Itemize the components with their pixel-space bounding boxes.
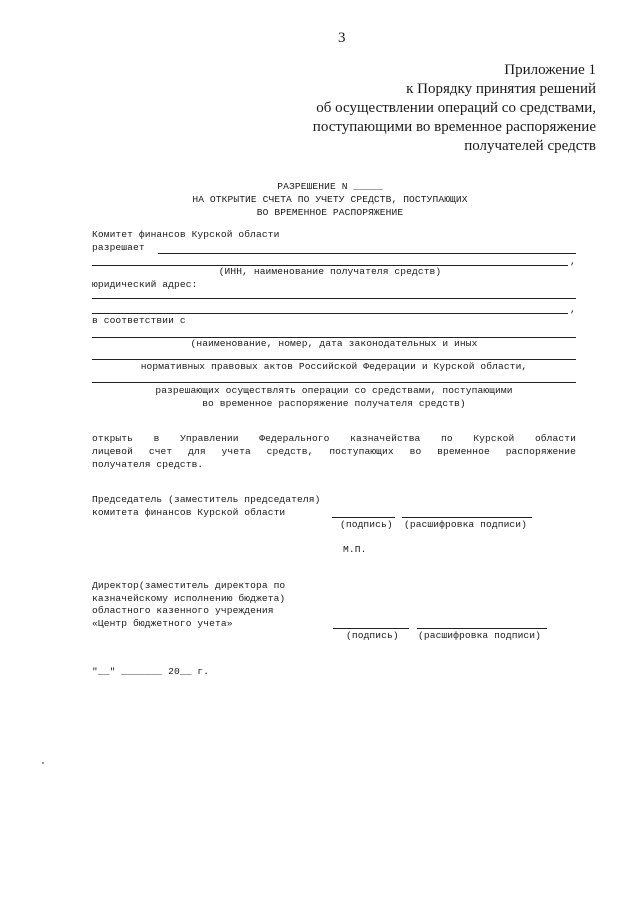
- appendix-line-5: получателей средств: [464, 138, 596, 154]
- appendix-header: [313, 61, 596, 156]
- chairman-line-1: Председатель (заместитель председателя): [92, 494, 321, 505]
- scan-speck: [42, 762, 44, 764]
- body-line-3: получателя средств.: [92, 459, 204, 470]
- acts-caption-1: (наименование, номер, дата законодательных и иных: [190, 338, 478, 349]
- chairman-decode-caption: (расшифровка подписи): [404, 519, 528, 530]
- director-line-3: областного казенного учреждения: [92, 605, 274, 616]
- director-sign-caption: (подпись): [346, 630, 399, 641]
- acts-caption-2: нормативных правовых актов Российской Федерации и Курской области,: [140, 361, 528, 372]
- date-line: "__" _______ 20__ г.: [92, 666, 210, 677]
- appendix-line-4: поступающими во временное распоряжение: [312, 119, 596, 135]
- comma-1: ,: [570, 256, 576, 267]
- chairman-sign-line: [332, 517, 395, 518]
- appendix-line-1: Приложение 1: [504, 62, 596, 78]
- director-decode-caption: (расшифровка подписи): [418, 630, 542, 641]
- acts-caption-3: разрешающих осуществлять операции со средствами, поступающими: [155, 385, 513, 396]
- title-line-3: ВО ВРЕМЕННОЕ РАСПОРЯЖЕНИЕ: [256, 207, 404, 218]
- chairman-line-2: комитета финансов Курской области: [92, 507, 286, 518]
- director-line-1: Директор(заместитель директора по: [92, 580, 286, 591]
- document-title: [150, 180, 510, 219]
- comma-2: ,: [570, 304, 576, 315]
- director-line-4: «Центр бюджетного учета»: [92, 618, 233, 629]
- director-decode-line: [417, 628, 547, 629]
- title-line-2: НА ОТКРЫТИЕ СЧЕТА ПО УЧЕТУ СРЕДСТВ, ПОСТУПАЮЩИХ: [192, 194, 468, 205]
- title-line-1: РАЗРЕШЕНИЕ N _____: [277, 181, 383, 192]
- address-line-2: [92, 313, 568, 314]
- body-line-2: лицевой счет для учета средств, поступающих во временное распоряжение: [92, 446, 576, 457]
- address-label: юридический адрес:: [92, 279, 198, 290]
- appendix-line-3: об осуществлении операций со средствами,: [316, 100, 596, 116]
- seal-label: М.П.: [343, 544, 367, 555]
- accordance-label: в соответствии с: [92, 315, 186, 326]
- director-sign-line: [333, 628, 409, 629]
- director-line-2: казначейскому исполнению бюджета): [92, 593, 286, 604]
- inn-caption: (ИНН, наименование получателя средств): [218, 266, 442, 277]
- address-line-1: [92, 298, 576, 299]
- chairman-decode-line: [402, 517, 532, 518]
- permits-label: разрешает: [92, 242, 145, 253]
- recipient-line-1: [158, 253, 576, 254]
- acts-line-2: [92, 359, 576, 360]
- acts-caption-4: во временное распоряжение получателя средств): [202, 398, 466, 409]
- appendix-line-2: к Порядку принятия решений: [406, 81, 596, 97]
- committee-label: Комитет финансов Курской области: [92, 229, 280, 240]
- body-line-1: открыть в Управлении Федерального казначейства по Курской области: [92, 433, 576, 444]
- acts-line-3: [92, 382, 576, 383]
- page-number: 3: [338, 30, 346, 46]
- chairman-sign-caption: (подпись): [340, 519, 393, 530]
